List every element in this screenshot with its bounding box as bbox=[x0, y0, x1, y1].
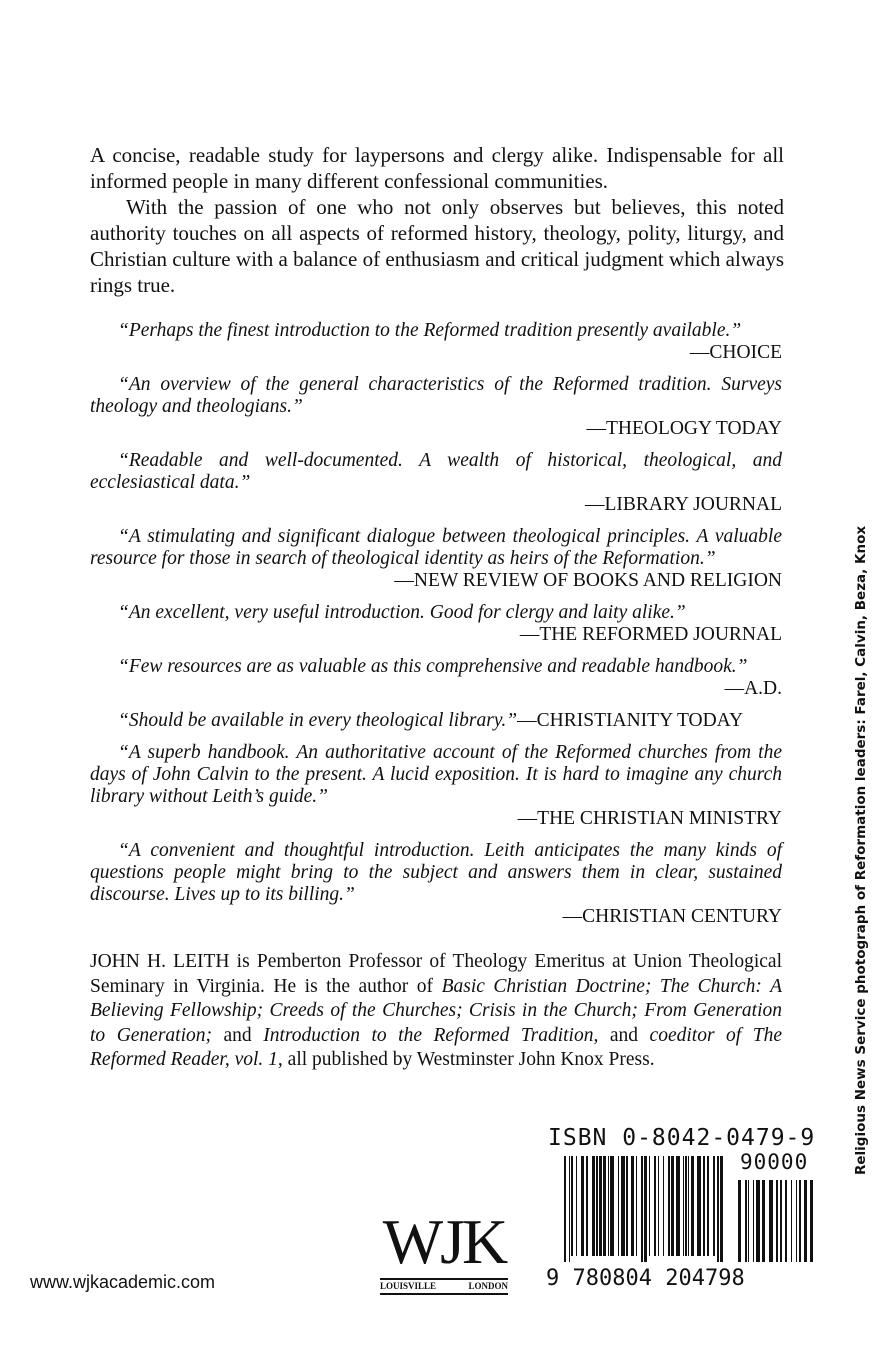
review-quote: “Few resources are as valuable as this comprehensive and readable handbook.” bbox=[118, 656, 748, 677]
barcode bbox=[562, 1156, 817, 1264]
barcode-bar bbox=[658, 1156, 659, 1256]
author-bio bbox=[90, 950, 782, 1073]
barcode-bar bbox=[641, 1156, 643, 1262]
review-quote: “A stimulating and significant dialogue between theological principles. A valuable resource for those in search of theological identity as heirs of the Reformation.” bbox=[90, 526, 782, 569]
review bbox=[90, 526, 782, 592]
barcode-bar bbox=[569, 1156, 570, 1262]
review-quote: “Perhaps the finest introduction to the Reformed tradition presently available.” bbox=[118, 320, 742, 341]
barcode-bar bbox=[586, 1156, 588, 1256]
barcode-bar bbox=[745, 1180, 747, 1262]
ean-group: 780804 bbox=[572, 1266, 652, 1291]
barcode-bar bbox=[738, 1180, 741, 1262]
review-quote: “An excellent, very useful introduction. Good for clergy and laity alike.” bbox=[118, 602, 686, 623]
barcode-bar bbox=[703, 1156, 705, 1256]
review-source: —THEOLOGY TODAY bbox=[586, 418, 782, 439]
review-source: —A.D. bbox=[724, 678, 782, 699]
barcode-bar bbox=[576, 1156, 577, 1256]
barcode-bar bbox=[663, 1156, 664, 1256]
ean-number bbox=[546, 1266, 745, 1292]
barcode-bar bbox=[753, 1180, 754, 1262]
review-source: —LIBRARY JOURNAL bbox=[585, 494, 782, 515]
barcode-bar bbox=[599, 1156, 602, 1256]
barcode-bar bbox=[564, 1156, 566, 1262]
barcode-bar bbox=[685, 1156, 687, 1256]
price-code: 90000 bbox=[740, 1150, 809, 1174]
barcode-bar bbox=[592, 1156, 595, 1256]
barcode-bar bbox=[596, 1156, 598, 1256]
review-quote: “A superb handbook. An authoritative account of the Reformed churches from the days of John Calvin to the present. A lucid exposition. It is hard to imagine any church library without Leith’s guide.” bbox=[90, 742, 782, 807]
bio-book-titles: Introduction to the Reformed Tradition, bbox=[263, 1024, 599, 1046]
barcode-bar bbox=[804, 1180, 807, 1262]
ean-group: 204798 bbox=[665, 1266, 745, 1291]
review-source: —THE REFORMED JOURNAL bbox=[519, 624, 782, 645]
barcode-bar bbox=[799, 1180, 801, 1262]
ean-lead-digit: 9 bbox=[546, 1266, 560, 1291]
review bbox=[90, 840, 782, 928]
barcode-bar bbox=[636, 1156, 637, 1256]
barcode-bar bbox=[644, 1156, 647, 1262]
review-quote: “Readable and well-documented. A wealth of historical, theological, and ecclesiastical data.” bbox=[90, 450, 782, 493]
bio-text: all published by Westminster John Knox Press. bbox=[282, 1049, 655, 1070]
barcode-main-bars bbox=[564, 1156, 723, 1262]
review-quote: “An overview of the general characteristics of the Reformed tradition. Surveys theology and theologians.” bbox=[90, 374, 782, 417]
barcode-bar bbox=[571, 1156, 573, 1256]
barcode-bar bbox=[776, 1180, 778, 1262]
logo-letters: WJK bbox=[382, 1206, 506, 1277]
logo-city: LOUISVILLE bbox=[380, 1281, 437, 1291]
barcode-bar bbox=[780, 1180, 782, 1262]
review-list bbox=[90, 320, 782, 928]
logo-city: LONDON bbox=[468, 1281, 508, 1291]
barcode-addon-bars bbox=[738, 1180, 813, 1262]
barcode-bar bbox=[671, 1156, 674, 1256]
blurb bbox=[90, 142, 784, 298]
barcode-bar bbox=[691, 1156, 694, 1256]
barcode-bar bbox=[791, 1180, 792, 1262]
review-source: —CHRISTIAN CENTURY bbox=[562, 906, 782, 927]
barcode-bar bbox=[717, 1156, 719, 1262]
review bbox=[90, 742, 782, 830]
review-source: —CHOICE bbox=[689, 342, 782, 363]
review-source: —CHRISTIANITY TODAY bbox=[517, 710, 744, 731]
barcode-bar bbox=[676, 1156, 680, 1256]
blurb-paragraph: With the passion of one who not only observes but believes, this noted authority touches on all aspects of reformed history, theology, polity, liturgy, and Christian culture with a balance of enthusiasm and critical judgment which always rings true. bbox=[90, 195, 784, 297]
review bbox=[90, 656, 782, 700]
barcode-bar bbox=[621, 1156, 625, 1256]
review bbox=[90, 602, 782, 646]
barcode-bar bbox=[631, 1156, 634, 1256]
barcode-bar bbox=[581, 1156, 584, 1256]
review-source: —NEW REVIEW OF BOOKS AND RELIGION bbox=[394, 570, 782, 591]
barcode-bar bbox=[603, 1156, 606, 1256]
bio-book-titles: coeditor of The Reformed Reader, vol. 1, bbox=[90, 1024, 782, 1070]
review-quote: “A convenient and thoughtful introduction. Leith anticipates the many kinds of questions people might bring to the subject and answers them in clear, sustained discourse. Lives up to its billing.” bbox=[90, 840, 782, 905]
review bbox=[90, 710, 782, 732]
logo-cities bbox=[380, 1278, 508, 1295]
bio-text: JOHN H. LEITH is Pemberton Professor of Theology Emeritus at Union Theological Seminary in Virginia. He is the author of bbox=[90, 951, 782, 997]
publisher-logo bbox=[378, 1206, 510, 1300]
barcode-bar bbox=[756, 1180, 760, 1262]
barcode-bar bbox=[610, 1156, 614, 1256]
review-quote: “Should be available in every theological library.” bbox=[118, 710, 518, 731]
barcode-bar bbox=[713, 1156, 715, 1256]
barcode-bar bbox=[649, 1156, 650, 1256]
barcode-bar bbox=[748, 1180, 749, 1262]
bio-text: and bbox=[598, 1024, 650, 1046]
review bbox=[90, 374, 782, 440]
barcode-bar bbox=[762, 1180, 765, 1262]
isbn-label: ISBN 0-8042-0479-9 bbox=[548, 1125, 816, 1151]
barcode-bar bbox=[769, 1180, 773, 1262]
photo-credit: Religious News Service photograph of Reformation leaders: Farel, Calvin, Beza, Knox bbox=[853, 525, 869, 1175]
barcode-bar bbox=[683, 1156, 684, 1256]
bio-text: and bbox=[212, 1024, 264, 1046]
barcode-bar bbox=[626, 1156, 628, 1256]
barcode-bar bbox=[810, 1180, 813, 1262]
blurb-paragraph: A concise, readable study for laypersons and clergy alike. Indispensable for all informed people in many different confessional communities. bbox=[90, 143, 784, 193]
barcode-bar bbox=[707, 1156, 709, 1256]
barcode-bar bbox=[697, 1156, 701, 1256]
review bbox=[90, 320, 782, 364]
barcode-bar bbox=[608, 1156, 609, 1256]
barcode-bar bbox=[688, 1156, 689, 1256]
barcode-bar bbox=[618, 1156, 619, 1256]
barcode-bar bbox=[720, 1156, 723, 1262]
publisher-website[interactable]: www.wjkacademic.com bbox=[30, 1272, 216, 1292]
main-text-column bbox=[90, 142, 784, 1073]
barcode-bar bbox=[796, 1180, 797, 1262]
review-source: —THE CHRISTIAN MINISTRY bbox=[517, 808, 782, 829]
barcode-bar bbox=[668, 1156, 670, 1256]
barcode-bar bbox=[654, 1156, 656, 1256]
barcode-bar bbox=[785, 1180, 787, 1262]
review bbox=[90, 450, 782, 516]
bio-book-titles: Basic Christian Doctrine; The Church: A Believing Fellowship; Creeds of the Churches; Crisis in the Church; From Generation to Generation; bbox=[90, 975, 782, 1046]
